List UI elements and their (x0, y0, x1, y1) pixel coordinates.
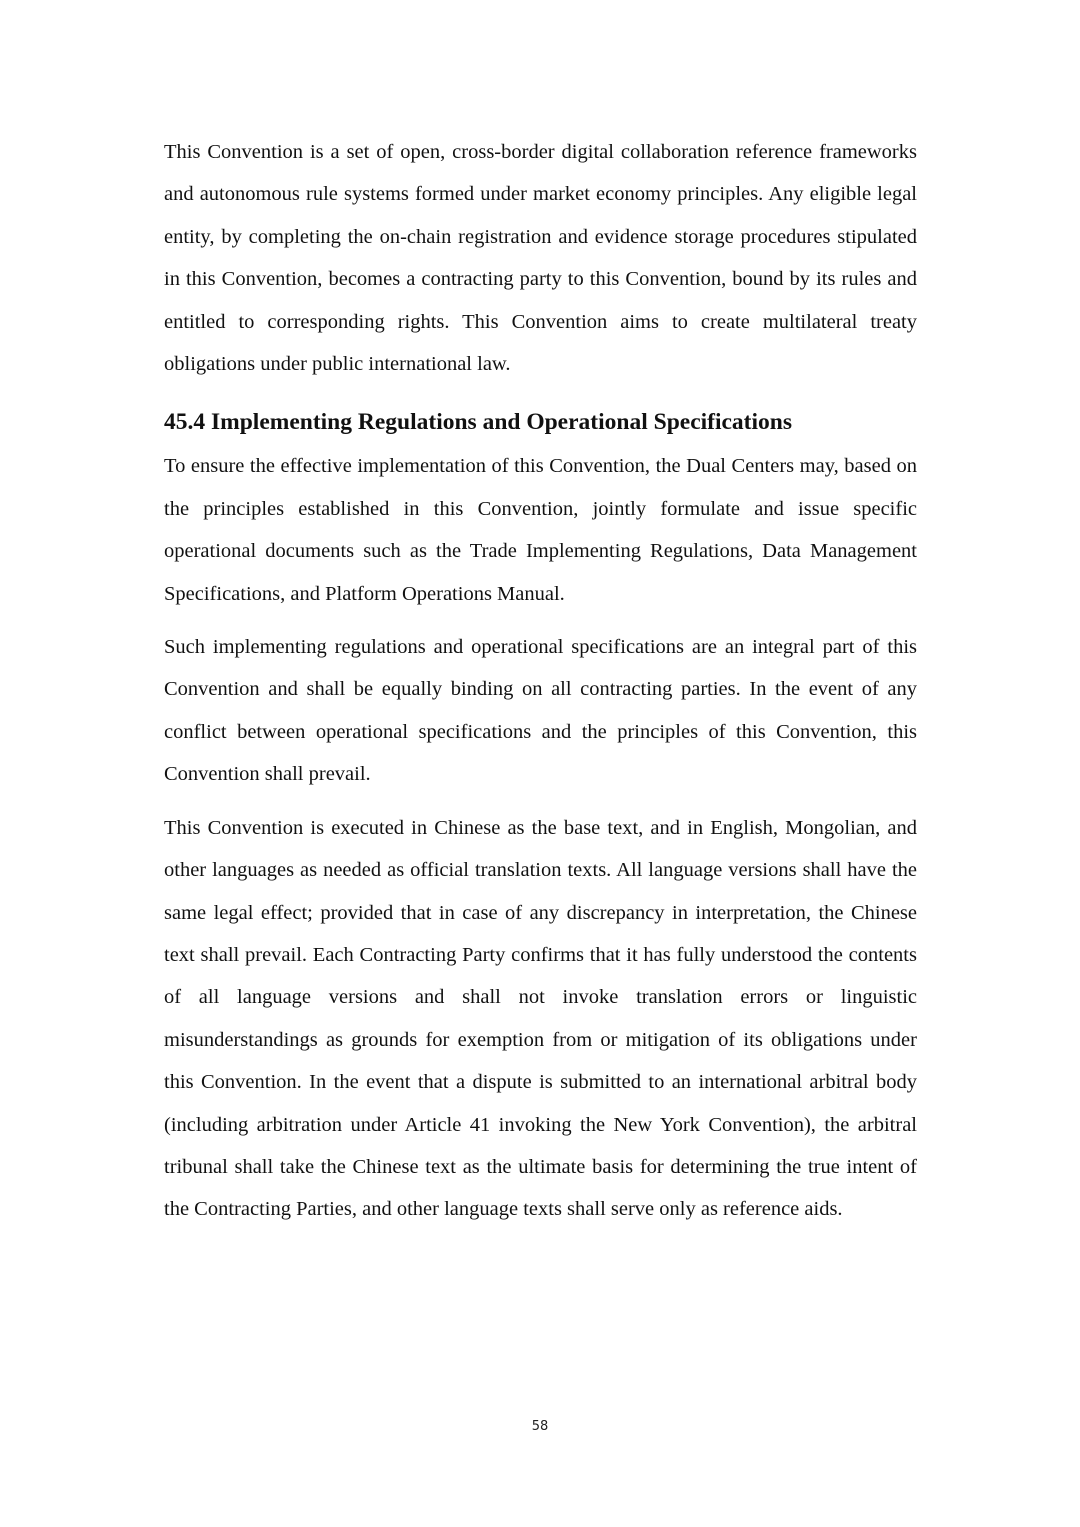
paragraph-implementation: To ensure the effective implementation of this Convention, the Dual Centers may, based on the principles established in this Convention, jointly formulate and issue specific operational documents such as the Trade Implementing Regulations, Data Management Specifications, and Platform Operations Manual. (164, 455, 917, 605)
page-body (164, 131, 917, 1231)
section-heading: 45.4 Implementing Regulations and Operational Specifications (164, 409, 793, 436)
paragraph-language-versions: This Convention is executed in Chinese as the base text, and in English, Mongolian, and other languages as needed as official translation texts. All language versions shall have the same legal effect; provided that in case of any discrepancy in interpretation, the Chinese text shall prevail. Each Contracting Party confirms that it has fully understood the contents of all language versions and shall not invoke translation errors or linguistic misunderstandings as grounds for exemption from or mitigation of its obligations under this Convention. In the event that a dispute is submitted to an international arbitral body (including arbitration under Article 41 invoking the New York Convention), the arbitral tribunal shall take the Chinese text as the ultimate basis for determining the true intent of the Contracting Parties, and other language texts shall serve only as reference aids. (164, 816, 917, 1221)
paragraph-binding-effect: Such implementing regulations and operational specifications are an integral part of this Convention and shall be equally binding on all contracting parties. In the event of any conflict between operational specifications and the principles of this Convention, this Convention shall prevail. (164, 636, 917, 786)
page-number: 58 (531, 1419, 549, 1434)
paragraph-convention-nature: This Convention is a set of open, cross-border digital collaboration reference frameworks and autonomous rule systems formed under market economy principles. Any eligible legal entity, by completing the on-chain registration and evidence storage procedures stipulated in this Convention, becomes a contracting party to this Convention, bound by its rules and entitled to corresponding rights. This Convention aims to create multilateral treaty obligations under public international law. (164, 141, 917, 376)
